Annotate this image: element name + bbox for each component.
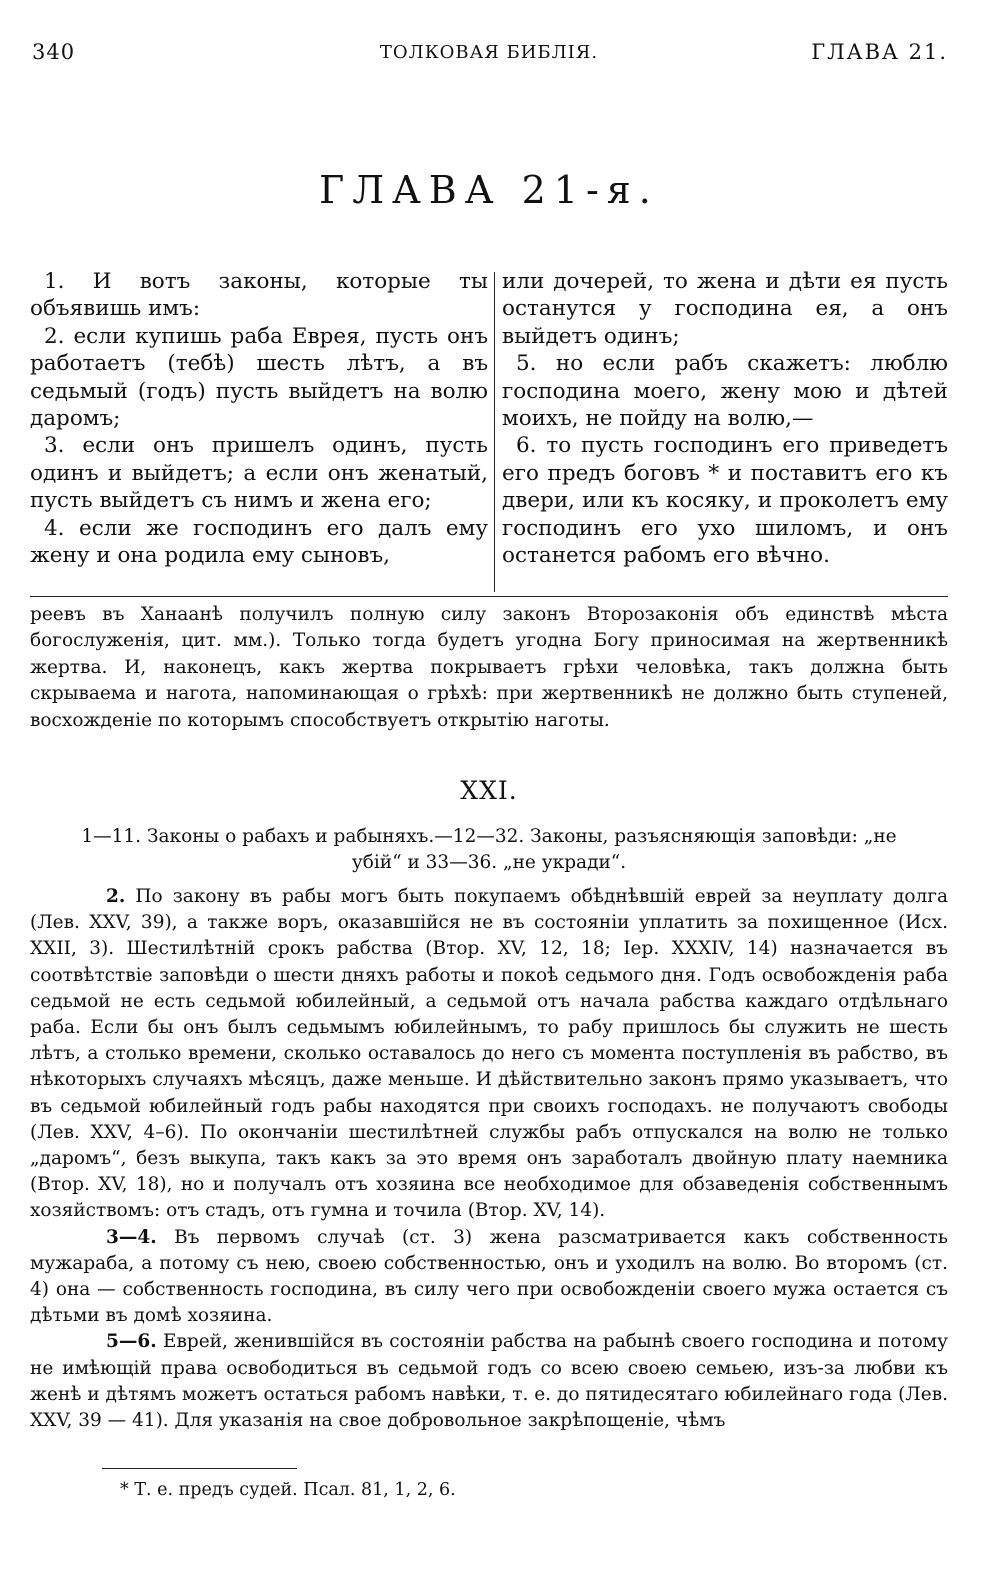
verse-reference: 2. bbox=[106, 886, 126, 907]
verse-4-cont: или дочерей, то жена и дѣти ея пусть останутся у господина ея, а онъ выйдетъ одинъ; bbox=[502, 269, 948, 349]
commentary-text: Въ первомъ случаѣ (ст. 3) жена разсматривается какъ собственность мужараба, а потому съ нею, своею собственностью, онъ и уходилъ на волю. Во второмъ (ст. 4) она — собственность господина, въ силу чего при освобожденіи своего мужа остается съ дѣтьми въ домѣ хозяина. bbox=[30, 1226, 948, 1327]
commentary bbox=[30, 884, 948, 1434]
chapter-title: ГЛАВА 21-я. bbox=[319, 168, 659, 212]
footnote-rule bbox=[102, 1468, 297, 1469]
commentary-text: Еврей, женившійся въ состояніи рабства на рабынѣ своего господина и потому не имѣющій права освободиться въ седьмой годъ со всею своею семьею, изъ-за любви къ женѣ и дѣтямъ можетъ остаться рабомъ навѣки, т. е. до пятидесятаго юбилейнаго года (Лев. XXV, 39 — 41). Для указанія на свое добровольное закрѣпощеніе, чѣмъ bbox=[30, 1331, 948, 1432]
commentary-continuation-text: реевъ въ Ханаанѣ получилъ полную силу законъ Второзаконія объ единствѣ мѣста богослуженія, цит. мм.). Только тогда будетъ угодна Богу приносимая на жертвенникѣ жертва. И, наконецъ, какъ жертва покрываетъ грѣхи человѣка, такъ должна быть скрываема и нагота, напоминающая о грѣхѣ: при жертвенникѣ не должно быть ступеней, восхожденіе по которымъ способствуетъ открытію наготы. bbox=[30, 604, 948, 731]
commentary-text: По закону въ рабы могъ быть покупаемъ обѣднѣвшій еврей за неуплату долга (Лев. XXV, 39), а также воръ, оказавшійся не въ состояніи уплатить за похищенное (Исх. XXII, 3). Шестилѣтній срокъ рабства (Втор. XV, 12, 18; Іер. XXXIV, 14) назначается въ соотвѣтствіе заповѣди о шести дняхъ работы и покоѣ седьмого дня. Годъ освобожденія раба седьмой не есть седьмой юбилейный, а седьмой отъ начала рабства каждаго отдѣльнаго раба. Если бы онъ былъ седьмымъ юбилейнымъ, то рабу пришлось бы служить не шесть лѣтъ, а столько времени, сколько оставалось до него съ момента поступленія въ рабство, въ нѣкоторыхъ случаяхъ мѣсяцъ, даже меньше. И дѣйствительно законъ прямо указываетъ, что въ седьмой юбилейный годъ рабы находятся при своихъ господахъ. не получаютъ свободы (Лев. XXV, 4–6). По окончаніи шестилѣтней службы рабъ отпускался на волю не только „даромъ“, безъ выкупа, такъ какъ за это время онъ заработалъ двойную плату наемника (Втор. XV, 18), но и получалъ отъ хозяина все необходимое для обзаведенія собственнымъ хозяйствомъ: отъ стадъ, отъ гумна и точила (Втор. XV, 14). bbox=[30, 886, 948, 1222]
verse-columns bbox=[30, 268, 948, 618]
verse-2: 2. если купишь раба Еврея, пусть онъ работаетъ (тебѣ) шесть лѣтъ, а въ седьмый (годъ) пусть выйдетъ на волю даромъ; bbox=[30, 323, 488, 432]
chapter-label: ГЛАВА 21. bbox=[811, 40, 948, 64]
commentary-continuation bbox=[30, 602, 948, 734]
footnote: * Т. е. предъ судей. Псал. 81, 1, 2, 6. bbox=[120, 1480, 456, 1500]
section-numeral: XXI. bbox=[460, 776, 518, 805]
verse-1: 1. И вотъ законы, которые ты объявишь имъ: bbox=[30, 269, 488, 322]
section-summary-line-2: убій“ и 33—36. „не укради“. bbox=[351, 852, 627, 873]
commentary-paragraph bbox=[30, 884, 948, 1225]
running-head bbox=[30, 34, 948, 68]
verse-6: 6. то пусть господинъ его приведетъ его предъ боговъ * и поставитъ его къ двери, или къ косяку, и проколетъ ему господинъ его ухо шиломъ, и онъ останется рабомъ его вѣчно. bbox=[502, 433, 948, 569]
book-page bbox=[30, 34, 948, 1500]
verse-reference: 5—6. bbox=[106, 1331, 157, 1353]
verse-reference: 3—4. bbox=[106, 1226, 157, 1248]
section-summary-line-1: 1—11. Законы о рабахъ и рабыняхъ.—12—32. Законы, разъясняющія заповѣди: „не bbox=[81, 826, 897, 847]
verse-3: 3. если онъ пришелъ одинъ, пусть одинъ и выйдетъ; а если онъ женатый, пусть выйдетъ съ нимъ и жена его; bbox=[30, 433, 488, 514]
section-rule bbox=[30, 596, 948, 597]
verse-column-right bbox=[502, 268, 948, 569]
commentary-paragraph bbox=[30, 1225, 948, 1330]
verse-column-left bbox=[30, 268, 488, 569]
running-title: ТОЛКОВАЯ БИБЛІЯ. bbox=[379, 42, 599, 63]
page-number: 340 bbox=[32, 40, 76, 64]
section-summary bbox=[30, 824, 948, 876]
column-divider bbox=[494, 272, 495, 592]
verse-4: 4. если же господинъ его далъ ему жену и она родила ему сыновъ, bbox=[30, 515, 488, 569]
verse-5: 5. но если рабъ скажетъ: люблю господина моего, жену мою и дѣтей моихъ, не пойду на волю,— bbox=[502, 351, 948, 432]
commentary-paragraph bbox=[30, 1329, 948, 1434]
